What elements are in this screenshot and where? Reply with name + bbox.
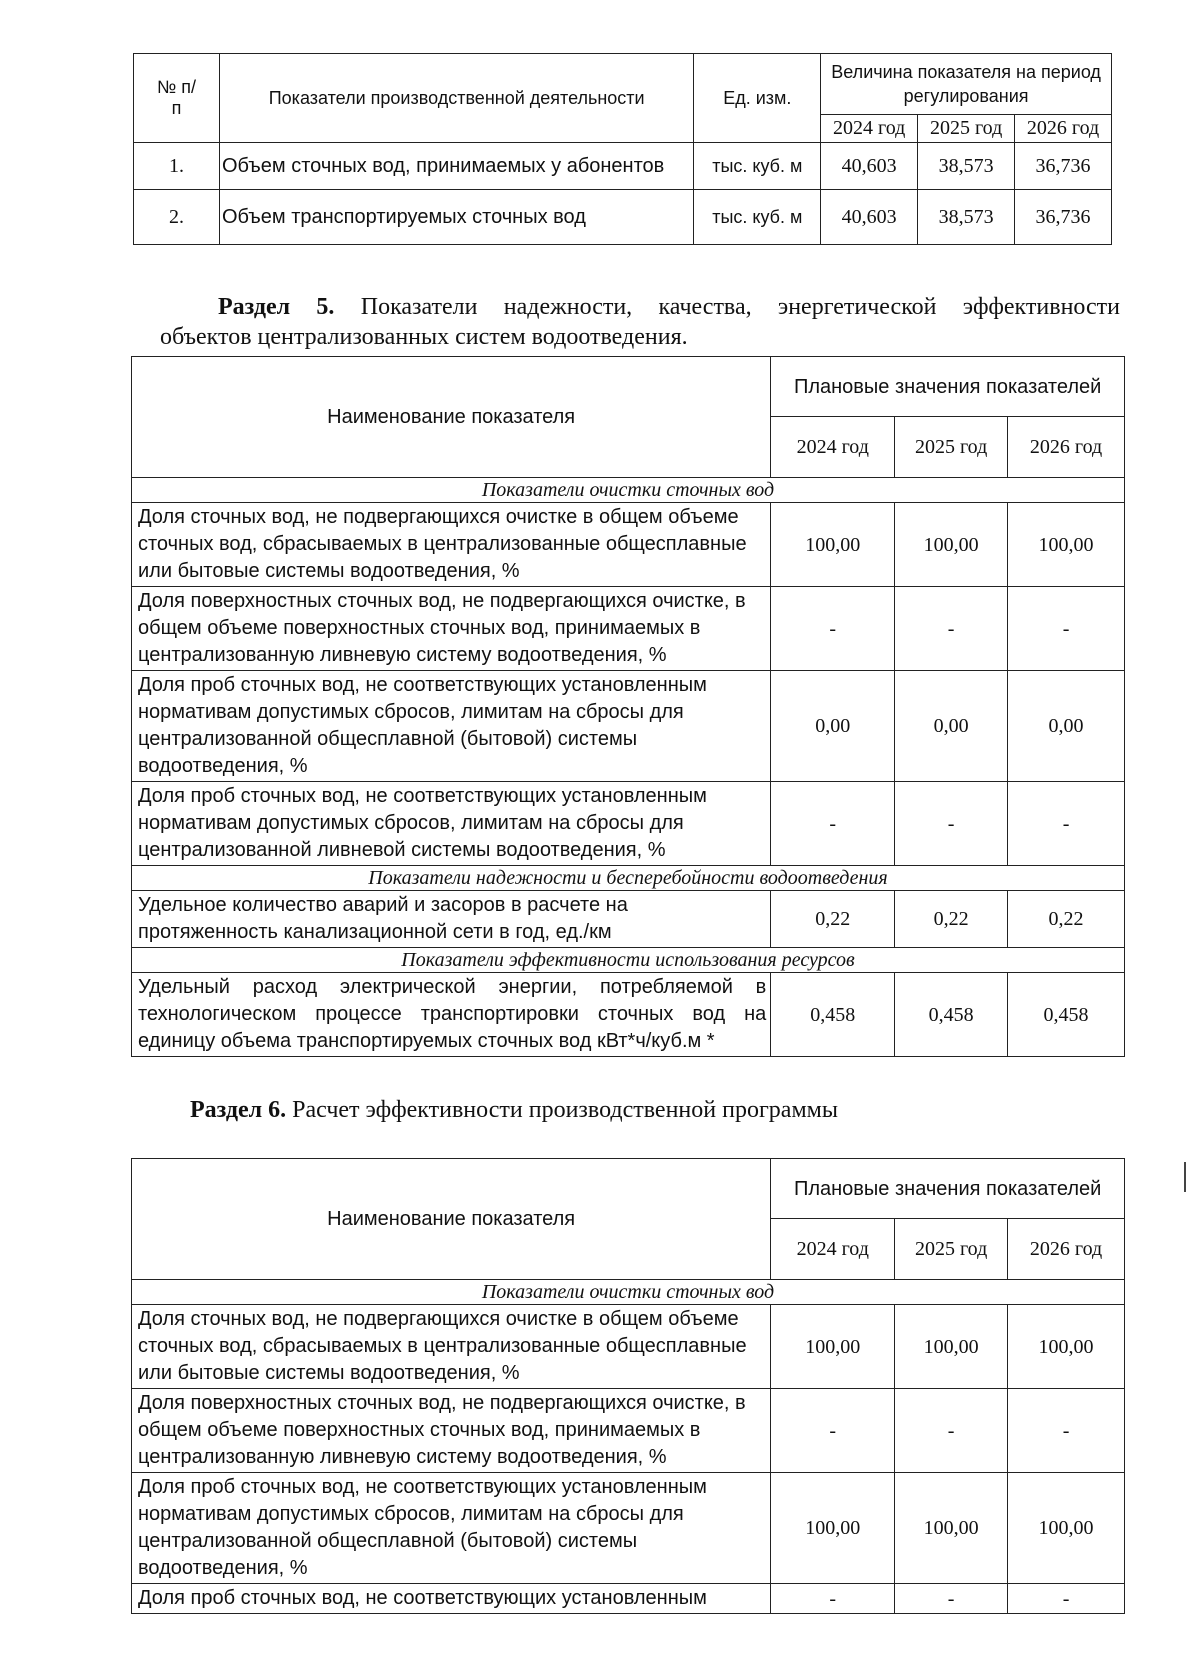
- row-value: 36,736: [1015, 190, 1112, 245]
- col-header-year: 2026 год: [1015, 115, 1112, 143]
- indicator-name: Доля поверхностных сточных вод, не подвергающихся очистке, в общем объеме поверхностных сточных вод, принимаемых в централизованную ливневую систему водоотведения, %: [132, 587, 771, 671]
- table-row: [132, 891, 1125, 948]
- row-value: 40,603: [821, 143, 918, 190]
- table-row: [132, 587, 1125, 671]
- row-number: 2.: [134, 190, 220, 245]
- indicator-name: Доля проб сточных вод, не соответствующих установленным нормативам допустимых сбросов, лимитам на сбросы для централизованной ливневой системы водоотведения, %: [132, 782, 771, 866]
- col-header-year: 2025 год: [918, 115, 1015, 143]
- indicator-value: 100,00: [1008, 1473, 1125, 1584]
- table-row: [132, 1305, 1125, 1389]
- indicator-value: -: [895, 587, 1008, 671]
- production-table: [133, 53, 1112, 245]
- indicator-name: Удельное количество аварий и засоров в расчете на протяженность канализационной сети в год, ед./км: [132, 891, 771, 948]
- table-row: [132, 1473, 1125, 1584]
- indicator-value: -: [771, 782, 895, 866]
- table-row: [134, 143, 1112, 190]
- indicator-name: Удельный расход электрической энергии, потребляемой в технологическом процессе транспортировки сточных вод на единицу объема транспортируемых сточных вод кВт*ч/куб.м *: [132, 973, 771, 1057]
- indicator-value: 100,00: [771, 1305, 895, 1389]
- section-5-title-line1: Показатели надежности, качества, энергетической эффективности: [360, 294, 1120, 320]
- group-title: Показатели эффективности использования ресурсов: [132, 948, 1125, 973]
- row-value: 36,736: [1015, 143, 1112, 190]
- section-5-title: [160, 292, 1120, 352]
- col-header-name: Наименование показателя: [132, 357, 771, 478]
- indicator-value: 0,458: [771, 973, 895, 1057]
- indicator-value: 0,458: [895, 973, 1008, 1057]
- row-name: Объем транспортируемых сточных вод: [219, 190, 693, 245]
- indicators-table: [131, 356, 1125, 1057]
- section-6-title-text: Расчет эффективности производственной программы: [292, 1097, 838, 1123]
- indicator-value: 100,00: [895, 503, 1008, 587]
- indicator-name: Доля проб сточных вод, не соответствующих установленным нормативам допустимых сбросов, лимитам на сбросы для централизованной общесплавной (бытовой) системы водоотведения, %: [132, 671, 771, 782]
- efficiency-table: [131, 1158, 1125, 1614]
- row-value: 40,603: [821, 190, 918, 245]
- row-unit: тыс. куб. м: [694, 190, 821, 245]
- section-6-title: [190, 1095, 838, 1125]
- col-header-year: 2026 год: [1008, 1219, 1125, 1280]
- indicator-name: Доля поверхностных сточных вод, не подвергающихся очистке, в общем объеме поверхностных сточных вод, принимаемых в централизованную ливневую систему водоотведения, %: [132, 1389, 771, 1473]
- indicator-value: -: [1008, 1584, 1125, 1614]
- table-row: [132, 782, 1125, 866]
- indicator-value: 0,00: [771, 671, 895, 782]
- indicator-value: 0,458: [1008, 973, 1125, 1057]
- col-header-year: 2024 год: [821, 115, 918, 143]
- table-row: [132, 973, 1125, 1057]
- indicator-value: 100,00: [895, 1305, 1008, 1389]
- table-row: [134, 190, 1112, 245]
- indicator-value: -: [1008, 1389, 1125, 1473]
- scan-margin-mark: [1184, 1162, 1186, 1192]
- indicator-value: -: [1008, 782, 1125, 866]
- indicator-value: -: [771, 1389, 895, 1473]
- col-header-year: 2025 год: [895, 1219, 1008, 1280]
- table-row: [132, 503, 1125, 587]
- row-value: 38,573: [918, 190, 1015, 245]
- indicator-value: 100,00: [771, 503, 895, 587]
- col-header-period: Величина показателя на период регулирования: [821, 54, 1112, 115]
- col-header-year: 2024 год: [771, 417, 895, 478]
- col-header-year: 2025 год: [895, 417, 1008, 478]
- indicator-name: Доля проб сточных вод, не соответствующих установленным: [132, 1584, 771, 1614]
- indicator-value: 0,00: [1008, 671, 1125, 782]
- group-title: Показатели очистки сточных вод: [132, 478, 1125, 503]
- col-header-plan: Плановые значения показателей: [771, 357, 1125, 417]
- indicator-name: Доля сточных вод, не подвергающихся очистке в общем объеме сточных вод, сбрасываемых в централизованные общесплавные или бытовые системы водоотведения, %: [132, 503, 771, 587]
- col-header-year: 2024 год: [771, 1219, 895, 1280]
- indicator-value: 0,22: [771, 891, 895, 948]
- indicator-value: 100,00: [895, 1473, 1008, 1584]
- indicator-value: -: [771, 1584, 895, 1614]
- section-6-label: Раздел 6.: [190, 1097, 287, 1123]
- indicator-value: 100,00: [1008, 503, 1125, 587]
- table-row: [132, 671, 1125, 782]
- table-row: [132, 1584, 1125, 1614]
- row-unit: тыс. куб. м: [694, 143, 821, 190]
- col-header-name: Наименование показателя: [132, 1159, 771, 1280]
- indicator-value: 100,00: [771, 1473, 895, 1584]
- section-5-label: Раздел 5.: [218, 294, 335, 320]
- indicator-value: 100,00: [1008, 1305, 1125, 1389]
- indicator-value: -: [771, 587, 895, 671]
- table-row: [132, 1389, 1125, 1473]
- indicator-value: -: [895, 782, 1008, 866]
- row-number: 1.: [134, 143, 220, 190]
- indicator-value: -: [895, 1584, 1008, 1614]
- col-header-unit: Ед. изм.: [694, 54, 821, 143]
- indicator-value: -: [1008, 587, 1125, 671]
- section-5-title-line2: объектов централизованных систем водоотведения.: [160, 324, 688, 350]
- col-header-year: 2026 год: [1008, 417, 1125, 478]
- indicator-value: 0,22: [1008, 891, 1125, 948]
- indicator-value: 0,00: [895, 671, 1008, 782]
- col-header-num: № п/п: [134, 54, 220, 143]
- group-title: Показатели надежности и бесперебойности водоотведения: [132, 866, 1125, 891]
- group-title: Показатели очистки сточных вод: [132, 1280, 1125, 1305]
- row-name: Объем сточных вод, принимаемых у абонентов: [219, 143, 693, 190]
- indicator-name: Доля сточных вод, не подвергающихся очистке в общем объеме сточных вод, сбрасываемых в централизованные общесплавные или бытовые системы водоотведения, %: [132, 1305, 771, 1389]
- indicator-name: Доля проб сточных вод, не соответствующих установленным нормативам допустимых сбросов, лимитам на сбросы для централизованной общесплавной (бытовой) системы водоотведения, %: [132, 1473, 771, 1584]
- col-header-plan: Плановые значения показателей: [771, 1159, 1125, 1219]
- indicator-value: 0,22: [895, 891, 1008, 948]
- row-value: 38,573: [918, 143, 1015, 190]
- col-header-name: Показатели производственной деятельности: [219, 54, 693, 143]
- indicator-value: -: [895, 1389, 1008, 1473]
